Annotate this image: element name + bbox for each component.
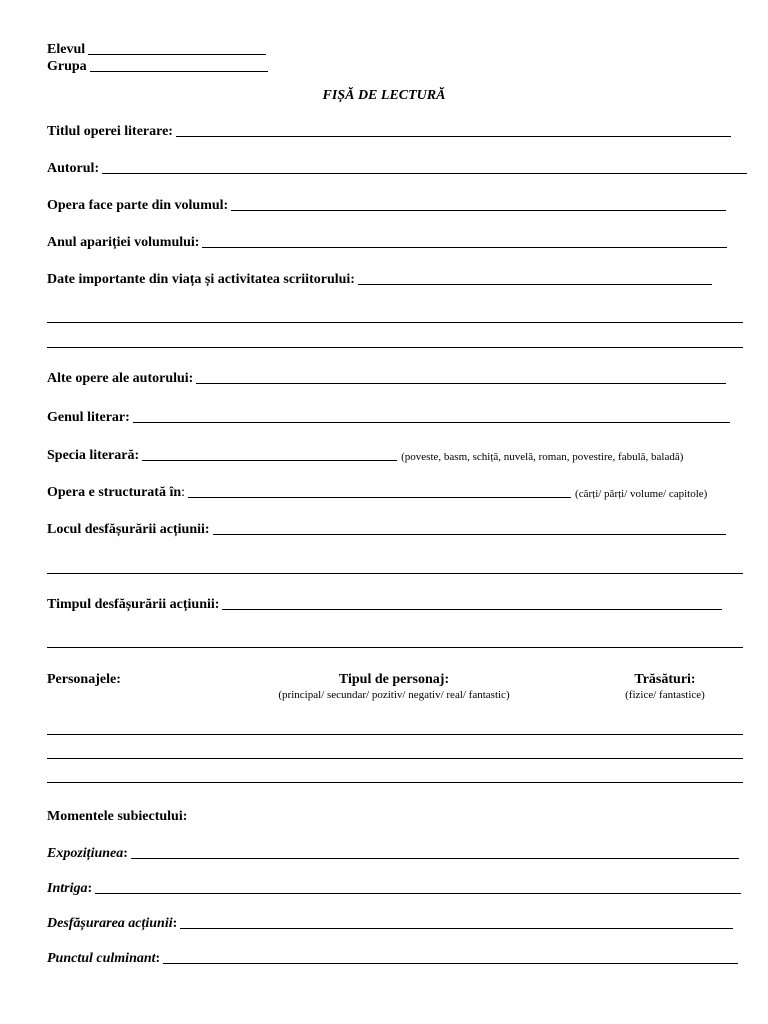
development-row [47,916,733,932]
group-row [47,59,268,75]
structure-row [47,485,707,501]
species-row [47,448,683,464]
intrigue-label: Intriga [47,881,88,896]
place-label: Locul desfășurării acțiunii: [47,522,210,537]
traits-hint: (fizice/ fantastice) [625,689,705,701]
genre-row [47,410,730,426]
bio-line-3[interactable] [47,347,743,348]
volume-row [47,198,726,214]
student-name-row [47,42,266,58]
species-line[interactable] [142,460,397,461]
characters-line-2[interactable] [47,758,743,759]
work-title-row [47,124,731,140]
other-works-line[interactable] [196,383,726,384]
intrigue-line[interactable] [95,893,741,894]
exposition-colon: : [123,846,128,861]
structure-hint: (cărți/ părți/ volume/ capitole) [575,488,708,500]
genre-line[interactable] [133,422,730,423]
characters-row [47,672,121,688]
place-line[interactable] [213,534,726,535]
species-label: Specia literară: [47,448,140,463]
group-line[interactable] [90,71,268,72]
climax-label: Punctul culminant [47,951,156,966]
climax-line[interactable] [163,963,738,964]
time-line-2[interactable] [47,647,743,648]
student-name-line[interactable] [88,54,266,55]
characters-line-1[interactable] [47,734,743,735]
volume-label: Opera face parte din volumul: [47,198,229,213]
year-label: Anul apariției volumului: [47,235,200,250]
year-line[interactable] [202,247,727,248]
species-hint: (poveste, basm, schiță, nuvelă, roman, povestire, fabulă, baladă) [401,451,684,463]
exposition-line[interactable] [131,858,739,859]
place-line-2[interactable] [47,573,743,574]
characters-line-3[interactable] [47,782,743,783]
structure-colon: : [181,485,186,500]
traits-column [600,672,730,702]
bio-line[interactable] [358,284,712,285]
author-line[interactable] [102,173,747,174]
development-line[interactable] [180,928,733,929]
student-label: Elevul [47,42,86,57]
other-works-label: Alte opere ale autorului: [47,371,194,386]
bio-row [47,272,712,288]
climax-row [47,951,738,967]
other-works-row [47,371,726,387]
traits-heading: Trăsături: [634,672,696,687]
bio-label: Date importante din viața și activitatea scriitorului: [47,272,355,287]
author-label: Autorul: [47,161,100,176]
work-title-line[interactable] [176,136,731,137]
genre-label: Genul literar: [47,410,130,425]
characters-label: Personajele: [47,672,121,687]
exposition-label: Expozițiunea [47,846,124,861]
time-line[interactable] [222,609,722,610]
character-type-heading: Tipul de personaj: [338,672,450,687]
time-row [47,597,722,613]
place-row [47,522,726,538]
development-label: Desfășurarea acțiunii [47,916,173,931]
page-title: FIȘĂ DE LECTURĂ [322,88,446,103]
intrigue-colon: : [87,881,93,896]
structure-line[interactable] [188,497,571,498]
character-type-hint: (principal/ secundar/ pozitiv/ negativ/ real/ fantastic) [278,689,510,701]
bio-line-2[interactable] [47,322,743,323]
character-type-column [234,672,554,702]
plot-heading: Momentele subiectului: [47,809,188,824]
climax-colon: : [155,951,161,966]
work-title-label: Titlul operei literare: [47,124,173,139]
plot-heading-row [47,809,187,825]
group-label: Grupa [47,59,87,74]
structure-label: Opera e structurată în [47,485,182,500]
development-colon: : [172,916,178,931]
author-row [47,161,747,177]
volume-line[interactable] [231,210,726,211]
year-row [47,235,727,251]
time-label: Timpul desfășurării acțiunii: [47,597,220,612]
intrigue-row [47,881,741,897]
exposition-row [47,846,739,862]
